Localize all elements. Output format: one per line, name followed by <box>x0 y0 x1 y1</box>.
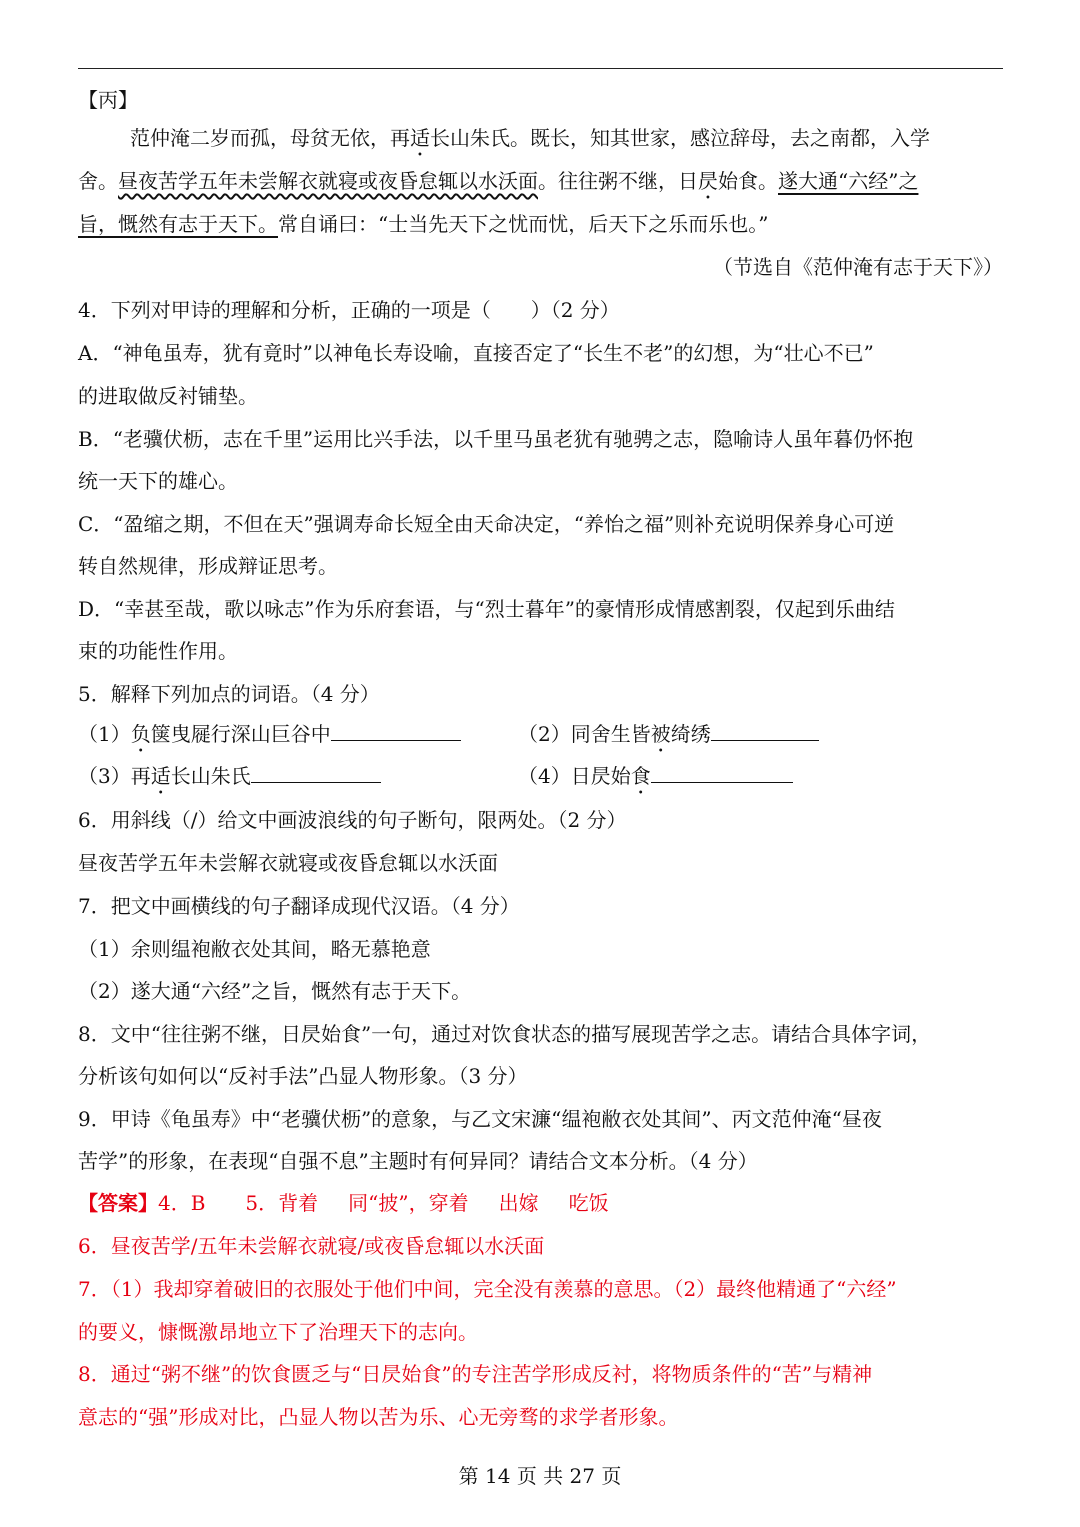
answer-blank[interactable] <box>711 720 819 741</box>
passage-label: 【丙】 <box>78 88 138 112</box>
q5-item-2: （2）同舍生皆被绮绣 <box>518 722 819 746</box>
q6-sentence: 昼夜苦学五年未尝解衣就寝或夜昏怠辄以水沃面 <box>78 851 498 875</box>
passage-line-3: 旨，慨然有志于天下。常自诵曰：“士当先天下之忧而忧，后天下之乐而乐也。” <box>78 212 769 236</box>
page-footer: 第 14 页 共 27 页 <box>458 1464 622 1488</box>
q8-line-1: 8．文中“往往粥不继，日昃始食”一句，通过对饮食状态的描写展现苦学之志。请结合具体字词， <box>78 1022 932 1046</box>
passage-line-1: 范仲淹二岁而孤，母贫无依，再适长山朱氏。既长，知其世家，感泣辞母，去之南都，入学 <box>130 126 930 150</box>
q5-stem: 5．解释下列加点的词语。（4 分） <box>78 682 380 706</box>
q4-option-a-line2: 的进取做反衬铺垫。 <box>78 384 258 408</box>
answer-8-line-1: 8．通过“粥不继”的饮食匮乏与“日昃始食”的专注苦学形成反衬，将物质条件的“苦”与精神 <box>78 1362 873 1386</box>
q4-option-c-line1: C．“盈缩之期，不但在天”强调寿命长短全由天命决定，“养怡之福”则补充说明保养身心可逆 <box>78 512 895 536</box>
header-rule <box>78 68 1003 69</box>
passage-line-2: 舍。昼夜苦学五年未尝解衣就寝或夜昏怠辄以水沃面。往往粥不继，日昃始食。遂大通“六经”之 <box>78 169 919 193</box>
q4-stem: 4．下列对甲诗的理解和分析，正确的一项是（ ）（2 分） <box>78 298 620 322</box>
answer-line-1: 【答案】4．B 5．背着 同“披”，穿着 出嫁 吃饭 <box>78 1191 609 1215</box>
q7-stem: 7．把文中画横线的句子翻译成现代汉语。（4 分） <box>78 894 520 918</box>
q5-item-4: （4）日昃始食 <box>518 764 793 788</box>
q5-row-1 <box>78 720 1003 757</box>
q5-item-3: （3）再适长山朱氏 <box>78 762 518 799</box>
q7-sentence-2: （2）遂大通“六经”之旨，慨然有志于天下。 <box>78 979 472 1003</box>
answer-6: 6．昼夜苦学/五年未尝解衣就寝/或夜昏怠辄以水沃面 <box>78 1234 545 1258</box>
answer-7-line-2: 的要义，慷慨激昂地立下了治理天下的志向。 <box>78 1320 478 1344</box>
q4-option-c-line2: 转自然规律，形成辩证思考。 <box>78 554 338 578</box>
q9-line-1: 9．甲诗《龟虽寿》中“老骥伏枥”的意象，与乙文宋濂“缊袍敝衣处其间”、丙文范仲淹“昼夜 <box>78 1107 882 1131</box>
underlined-sentence: 遂大通“六经”之 <box>778 169 919 193</box>
answer-label: 【答案】 <box>78 1191 158 1215</box>
q5-row-2 <box>78 762 1003 799</box>
q6-stem: 6．用斜线（/）给文中画波浪线的句子断句，限两处。（2 分） <box>78 808 627 832</box>
q4-option-d-line2: 束的功能性作用。 <box>78 639 238 663</box>
wavy-sentence: 昼夜苦学五年未尝解衣就寝或夜昏怠辄以水沃面 <box>118 169 538 193</box>
answer-8-line-2: 意志的“强”形成对比，凸显人物以苦为乐、心无旁骛的求学者形象。 <box>78 1405 679 1429</box>
q9-line-2: 苦学”的形象，在表现“自强不息”主题时有何异同？请结合文本分析。（4 分） <box>78 1149 758 1173</box>
answer-blank[interactable] <box>651 762 793 783</box>
passage-source: （节选自《范仲淹有志于天下》） <box>713 255 1003 279</box>
answer-blank[interactable] <box>251 762 381 783</box>
q4-option-a-line1: A．“神龟虽寿，犹有竟时”以神龟长寿设喻，直接否定了“长生不老”的幻想，为“壮心不已” <box>78 341 874 365</box>
answer-7-line-1: 7．（1）我却穿着破旧的衣服处于他们中间，完全没有羡慕的意思。（2）最终他精通了“六经” <box>78 1277 897 1301</box>
q5-item-1: （1）负箧曳屣行深山巨谷中 <box>78 720 518 757</box>
q8-line-2: 分析该句如何以“反衬手法”凸显人物形象。（3 分） <box>78 1064 528 1088</box>
answer-blank[interactable] <box>331 720 461 741</box>
q4-option-d-line1: D．“幸甚至哉，歌以咏志”作为乐府套语，与“烈士暮年”的豪情形成情感割裂，仅起到乐曲结 <box>78 597 895 621</box>
q4-option-b-line1: B．“老骥伏枥，志在千里”运用比兴手法，以千里马虽老犹有驰骋之志，隐喻诗人虽年暮仍怀抱 <box>78 427 914 451</box>
q7-sentence-1: （1）余则缊袍敝衣处其间，略无慕艳意 <box>78 937 431 961</box>
q4-option-b-line2: 统一天下的雄心。 <box>78 469 238 493</box>
